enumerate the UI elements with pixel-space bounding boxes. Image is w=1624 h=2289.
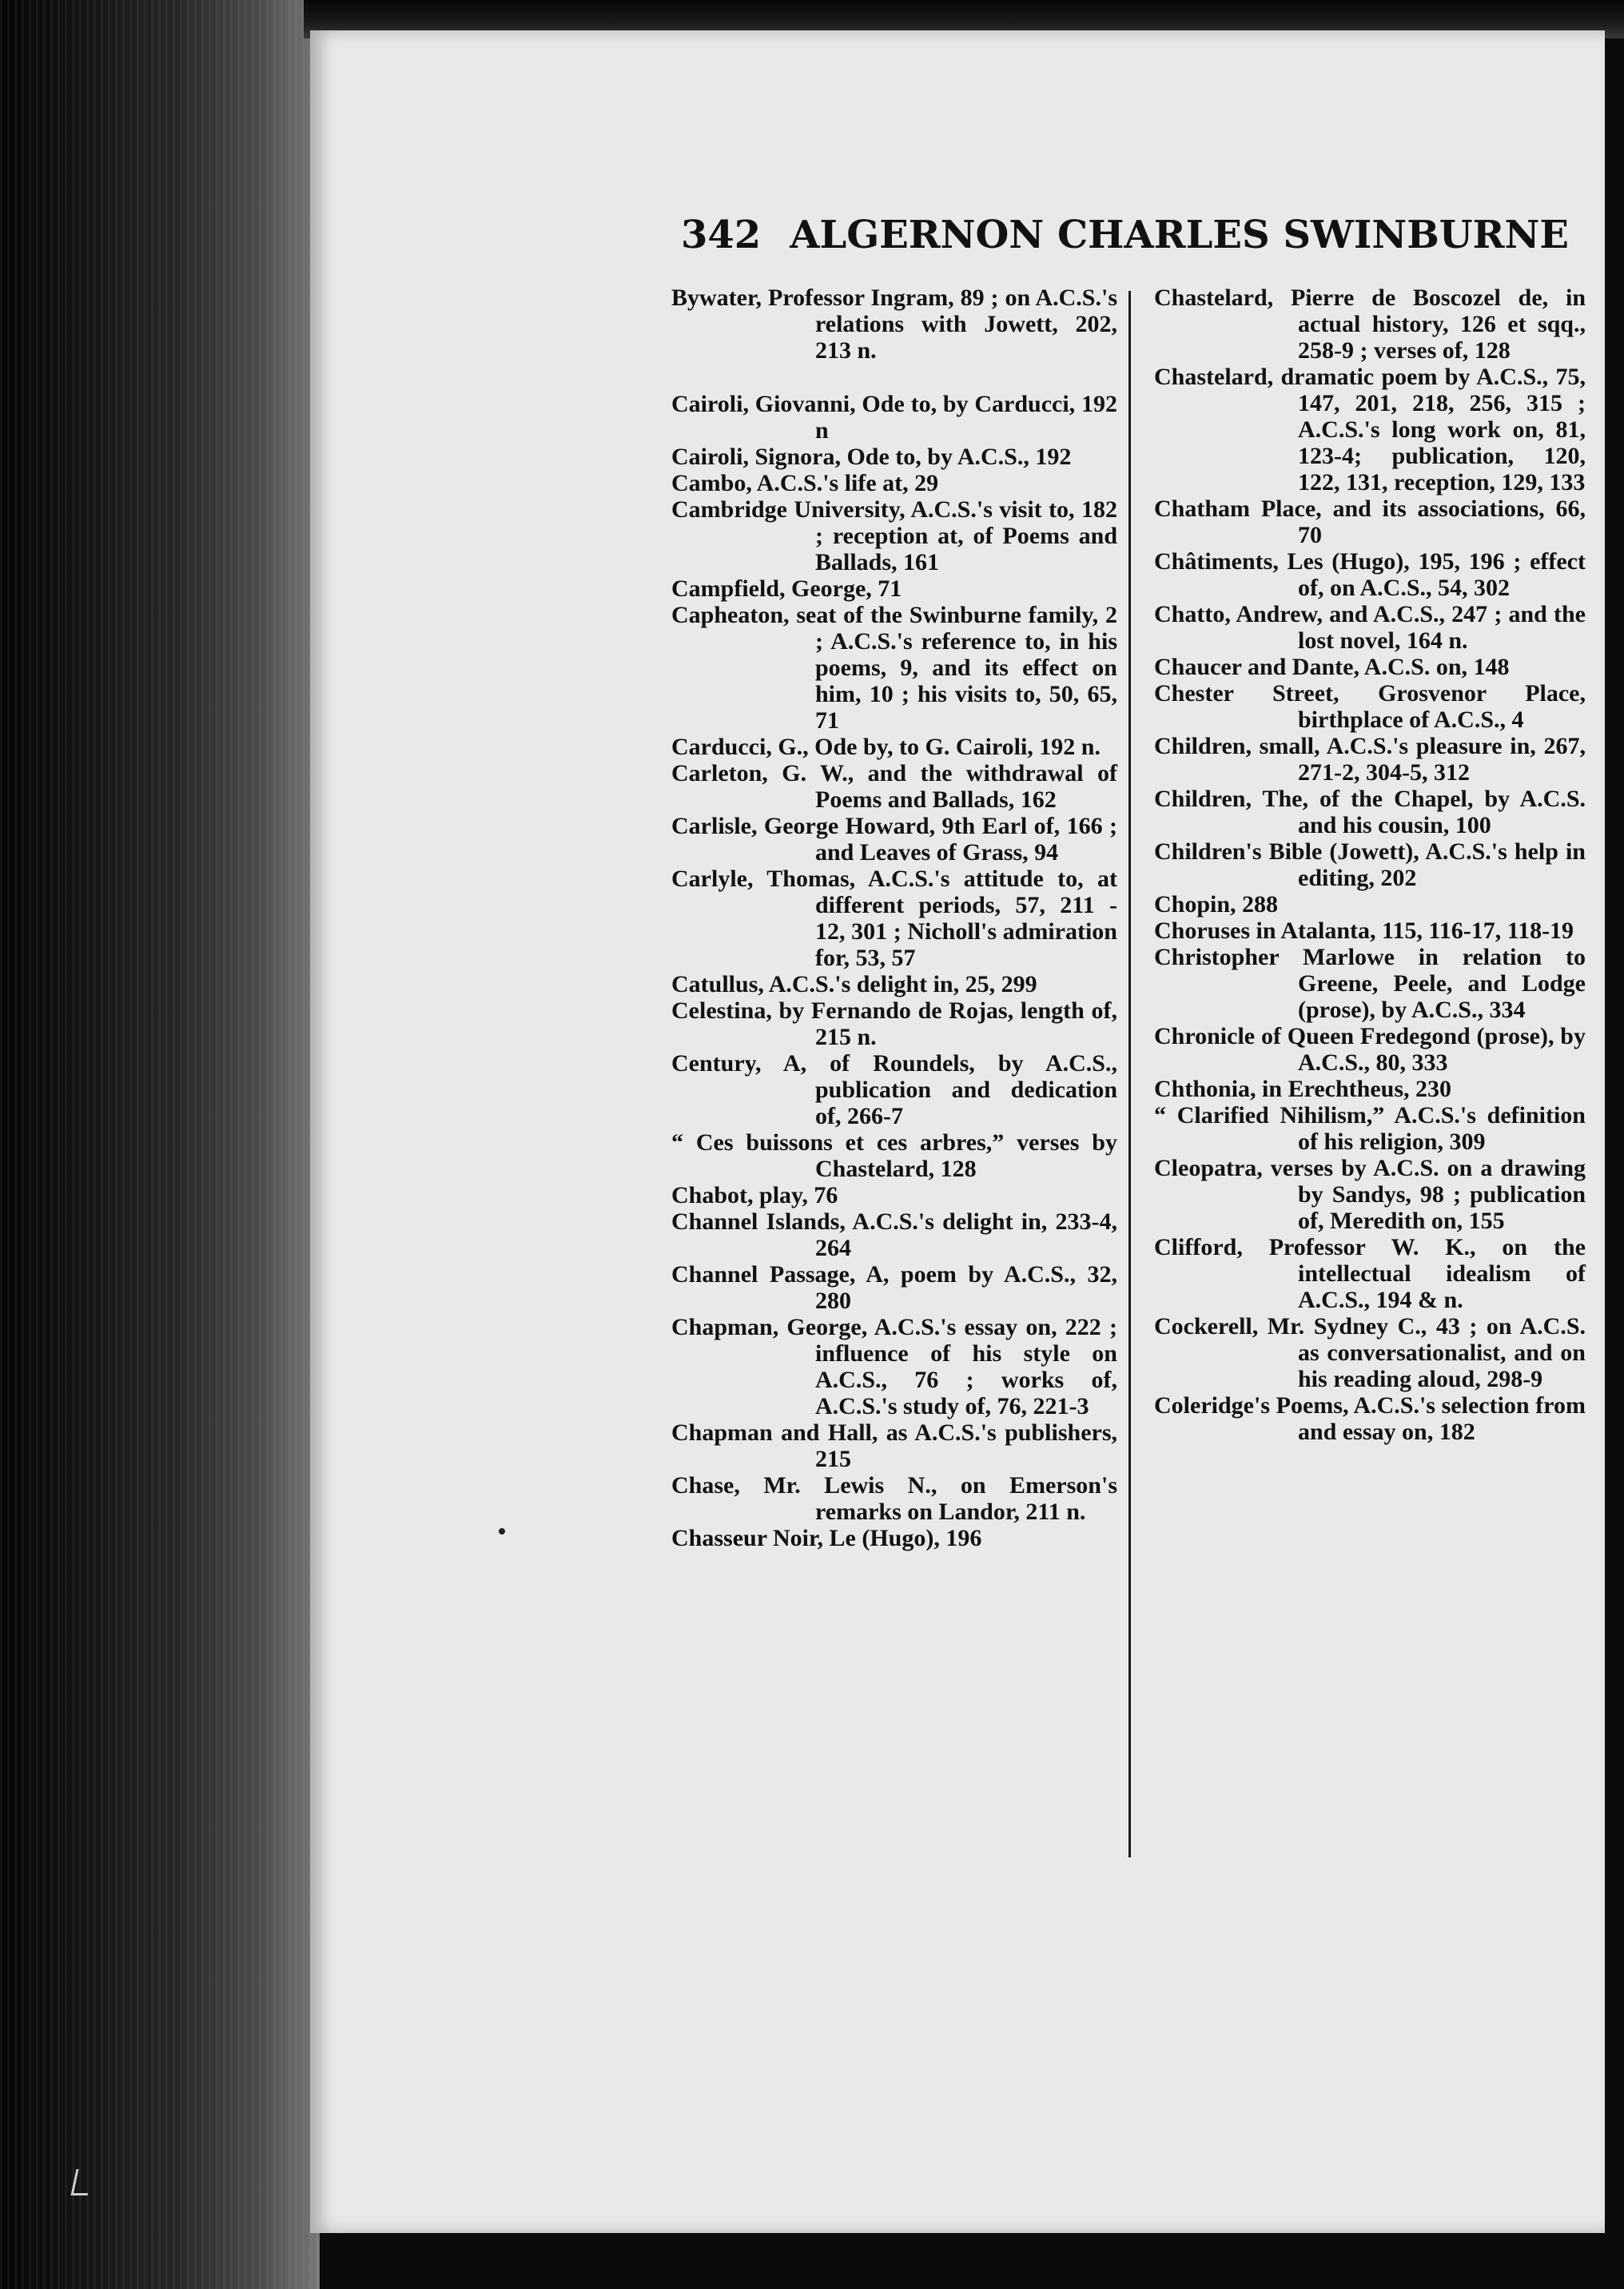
index-column-right [1154, 285, 1586, 1445]
index-entry: Catullus, A.C.S.'s delight in, 25, 299 [671, 971, 1037, 997]
column-divider [1128, 291, 1131, 1857]
index-entry: Cairoli, Giovanni, Ode to, by Carducci, 192 n [671, 391, 1117, 444]
index-entry: Children's Bible (Jowett), A.C.S.'s help in editing, 202 [1154, 838, 1586, 891]
index-entry: “ Clarified Nihilism,” A.C.S.'s definition of his religion, 309 [1154, 1102, 1586, 1155]
index-entry: Cockerell, Mr. Sydney C., 43 ; on A.C.S. as conversationalist, and on his reading aloud, 298-9 [1154, 1313, 1586, 1392]
index-entry: Chatham Place, and its associations, 66, 70 [1154, 496, 1586, 548]
page-number: 342 [681, 213, 762, 257]
index-entry: Carleton, G. W., and the withdrawal of Poems and Ballads, 162 [671, 760, 1117, 813]
running-header [681, 209, 1570, 261]
index-entry: Cambo, A.C.S.'s life at, 29 [671, 470, 939, 496]
index-entry: Century, A, of Roundels, by A.C.S., publication and dedication of, 266-7 [671, 1050, 1117, 1129]
index-entry: Capheaton, seat of the Swinburne family, 2 ; A.C.S.'s reference to, in his poems, 9, and its effect on him, 10 ; his visits to, 50, 65, 71 [671, 602, 1117, 734]
index-entry: Chapman, George, A.C.S.'s essay on, 222 ; influence of his style on A.C.S., 76 ; works of, A.C.S.'s study of, 76, 221-3 [671, 1314, 1117, 1419]
index-entry: Children, The, of the Chapel, by A.C.S. and his cousin, 100 [1154, 786, 1586, 838]
running-title: ALGERNON CHARLES SWINBURNE [790, 213, 1570, 257]
index-entry: Chopin, 288 [1154, 891, 1279, 918]
index-entry: Chastelard, Pierre de Boscozel de, in actual history, 126 et sqq., 258-9 ; verses of, 128 [1154, 285, 1586, 364]
book-spine [0, 0, 320, 2289]
index-entry: Carducci, G., Ode by, to G. Cairoli, 192 n. [671, 734, 1101, 760]
index-entry: Carlisle, George Howard, 9th Earl of, 166 ; and Leaves of Grass, 94 [671, 813, 1117, 866]
index-entry: Chronicle of Queen Fredegond (prose), by A.C.S., 80, 333 [1154, 1023, 1586, 1076]
ink-speck [499, 1528, 505, 1535]
index-entry: Campfield, George, 71 [671, 575, 902, 602]
index-entry: Cleopatra, verses by A.C.S. on a drawing by Sandys, 98 ; publication of, Meredith on, 155 [1154, 1155, 1586, 1234]
index-entry: Chabot, play, 76 [671, 1182, 838, 1208]
index-entry: Carlyle, Thomas, A.C.S.'s attitude to, at different periods, 57, 211 - 12, 301 ; Nicholl's admiration for, 53, 57 [671, 866, 1117, 971]
index-entry: Christopher Marlowe in relation to Greene, Peele, and Lodge (prose), by A.C.S., 334 [1154, 944, 1586, 1023]
index-entry: Cambridge University, A.C.S.'s visit to, 182 ; reception at, of Poems and Ballads, 161 [671, 496, 1117, 575]
index-entry: Channel Islands, A.C.S.'s delight in, 233-4, 264 [671, 1208, 1117, 1261]
index-entry: Chase, Mr. Lewis N., on Emerson's remarks on Landor, 211 n. [671, 1472, 1117, 1525]
index-entry: Chaucer and Dante, A.C.S. on, 148 [1154, 654, 1510, 680]
index-entry: Chatto, Andrew, and A.C.S., 247 ; and the lost novel, 164 n. [1154, 601, 1586, 654]
index-entry: Cairoli, Signora, Ode to, by A.C.S., 192 [671, 444, 1072, 470]
index-entry: Channel Passage, A, poem by A.C.S., 32, 280 [671, 1261, 1117, 1314]
index-entry: Clifford, Professor W. K., on the intellectual idealism of A.C.S., 194 & n. [1154, 1234, 1586, 1313]
index-entry: Bywater, Professor Ingram, 89 ; on A.C.S.'s relations with Jowett, 202, 213 n. [671, 285, 1117, 364]
index-entry: Celestina, by Fernando de Rojas, length of, 215 n. [671, 997, 1117, 1050]
index-entry: Chastelard, dramatic poem by A.C.S., 75, 147, 201, 218, 256, 315 ; A.C.S.'s long work on, 81, 123-4; publication, 120, 122, 131, reception, 129, 133 [1154, 364, 1586, 496]
index-entry: Coleridge's Poems, A.C.S.'s selection from and essay on, 182 [1154, 1392, 1586, 1445]
index-entry: Chasseur Noir, Le (Hugo), 196 [671, 1525, 982, 1551]
index-entry: Children, small, A.C.S.'s pleasure in, 267, 271-2, 304-5, 312 [1154, 733, 1586, 786]
index-entry: Choruses in Atalanta, 115, 116-17, 118-19 [1154, 918, 1574, 944]
index-column-left [671, 285, 1117, 1551]
index-entry: “ Ces buissons et ces arbres,” verses by Chastelard, 128 [671, 1129, 1117, 1182]
index-entry: Chester Street, Grosvenor Place, birthplace of A.C.S., 4 [1154, 680, 1586, 733]
index-entry: Chapman and Hall, as A.C.S.'s publishers, 215 [671, 1419, 1117, 1472]
index-entry: Chthonia, in Erechtheus, 230 [1154, 1076, 1452, 1102]
index-entry: Châtiments, Les (Hugo), 195, 196 ; effect of, on A.C.S., 54, 302 [1154, 548, 1586, 601]
